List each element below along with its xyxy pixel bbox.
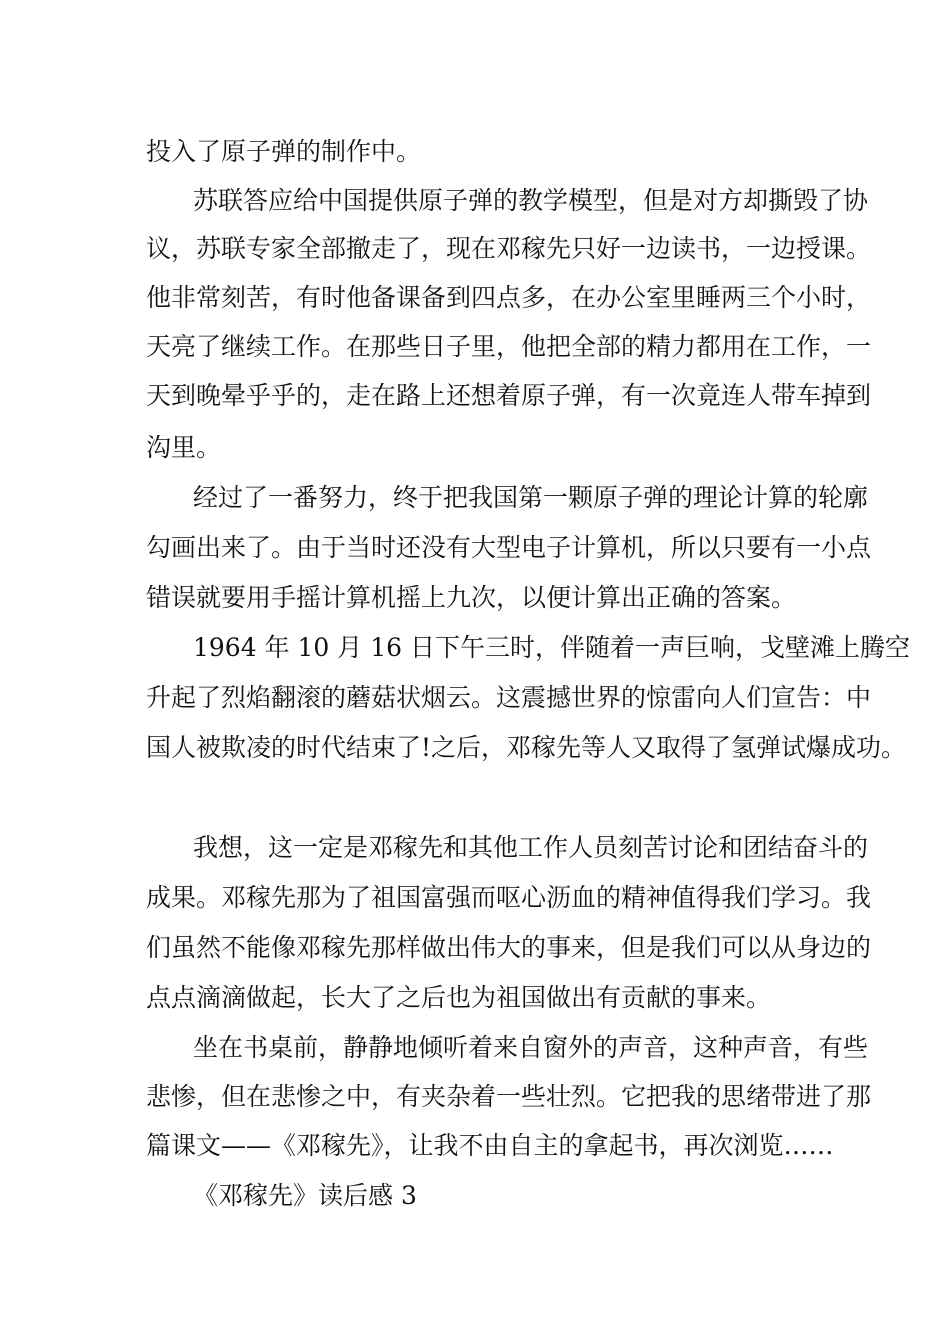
text-line: 们虽然不能像邓稼先那样做出伟大的事来，但是我们可以从身边的 (146, 933, 872, 962)
text-line: 成果。邓稼先那为了祖国富强而呕心沥血的精神值得我们学习。我 (146, 883, 872, 912)
text-line: 勾画出来了。由于当时还没有大型电子计算机，所以只要有一小点 (146, 533, 872, 562)
paragraph-start-line: 苏联答应给中国提供原子弹的教学模型，但是对方却撕毁了协 (193, 186, 869, 215)
text-line: 议，苏联专家全部撤走了，现在邓稼先只好一边读书，一边授课。 (146, 234, 872, 263)
paragraph-start-line: 1964 年 10 月 16 日下午三时，伴随着一声巨响，戈壁滩上腾空 (193, 633, 910, 662)
text-line: 天到晚晕乎乎的，走在路上还想着原子弹，有一次竟连人带车掉到 (146, 381, 872, 410)
text-line: 国人被欺凌的时代结束了!之后，邓稼先等人又取得了氢弹试爆成功。 (146, 733, 907, 762)
text-line: 悲惨，但在悲惨之中，有夹杂着一些壮烈。它把我的思绪带进了那 (146, 1082, 872, 1111)
text-line: 投入了原子弹的制作中。 (146, 137, 422, 166)
paragraph-start-line: 我想，这一定是邓稼先和其他工作人员刻苦讨论和团结奋斗的 (193, 833, 869, 862)
paragraph-start-line: 经过了一番努力，终于把我国第一颗原子弹的理论计算的轮廓 (193, 483, 869, 512)
text-line: 升起了烈焰翻滚的蘑菇状烟云。这震撼世界的惊雷向人们宣告：中 (146, 683, 872, 712)
text-line: 天亮了继续工作。在那些日子里，他把全部的精力都用在工作，一 (146, 332, 872, 361)
text-line: 他非常刻苦，有时他备课备到四点多，在办公室里睡两三个小时， (146, 283, 872, 312)
text-line: 沟里。 (146, 433, 222, 462)
paragraph-start-line: 坐在书桌前，静静地倾听着来自窗外的声音，这种声音，有些 (193, 1033, 869, 1062)
text-line: 错误就要用手摇计算机摇上九次，以便计算出正确的答案。 (146, 583, 797, 612)
section-title: 《邓稼先》读后感 3 (193, 1181, 417, 1210)
text-line: 篇课文——《邓稼先》，让我不由自主的拿起书，再次浏览…… (146, 1131, 834, 1160)
text-line: 点点滴滴做起，长大了之后也为祖国做出有贡献的事来。 (146, 983, 772, 1012)
